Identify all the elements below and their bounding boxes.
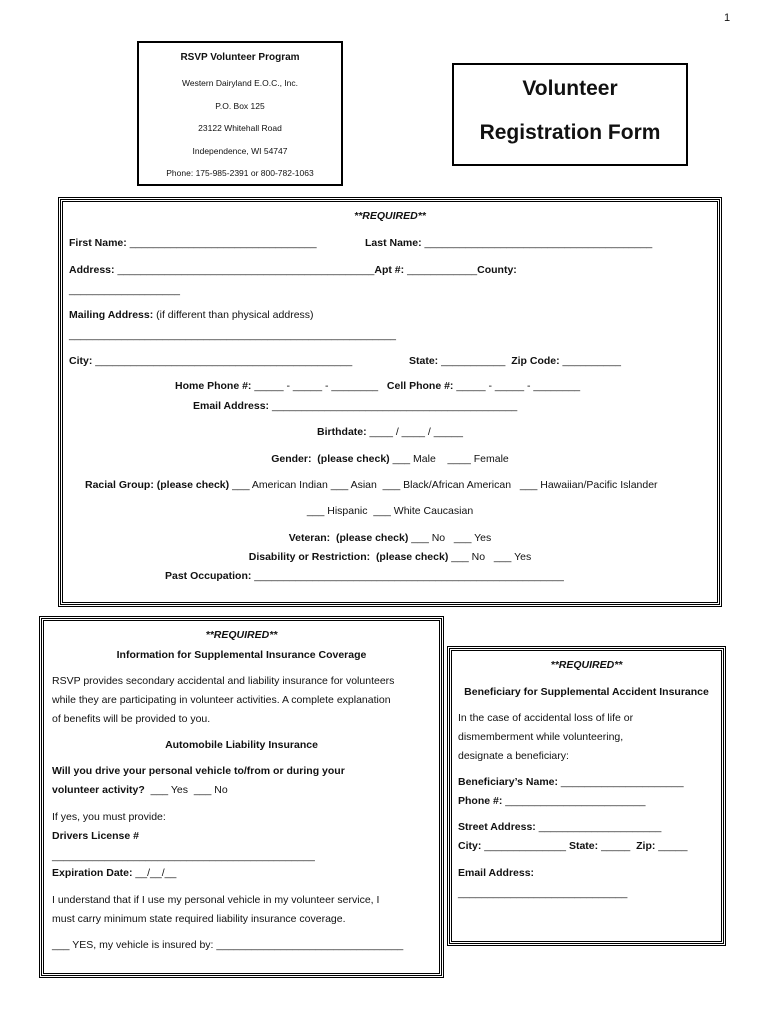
zip-field[interactable]: __________ xyxy=(562,355,621,367)
city-field[interactable]: ____________________________________________ xyxy=(95,355,353,367)
apt-label: Apt #: xyxy=(374,264,405,276)
expiration-date-field[interactable]: __/__/__ xyxy=(132,867,177,879)
gender-label: Gender: (please check) xyxy=(271,453,390,465)
email-label: Email Address: xyxy=(193,400,270,412)
beneficiary-name-label: Beneficiary’s Name: xyxy=(458,776,558,788)
required-info-section xyxy=(60,199,720,605)
required-label: **REQUIRED** xyxy=(205,629,278,641)
mailing-address-field[interactable]: ________________________________________________________ xyxy=(69,329,397,341)
beneficiary-paragraph-line: dismemberment while volunteering, xyxy=(458,731,624,743)
if-yes-text: If yes, you must provide: xyxy=(52,811,166,823)
beneficiary-email-label: Email Address: xyxy=(458,867,535,879)
last-name-field[interactable]: _______________________________________ xyxy=(424,237,653,249)
apt-field[interactable]: ____________ xyxy=(407,264,478,276)
beneficiary-name-field[interactable]: _____________________ xyxy=(560,776,684,788)
past-occupation-label: Past Occupation: xyxy=(165,570,252,582)
beneficiary-state-field[interactable]: _____ xyxy=(601,840,631,852)
insurance-heading: Information for Supplemental Insurance Coverage xyxy=(116,649,367,661)
beneficiary-state-label: State: xyxy=(568,840,599,852)
past-occupation-field[interactable]: _____________________________________________________ xyxy=(254,570,564,582)
beneficiary-paragraph-line: designate a beneficiary: xyxy=(458,750,569,762)
org-line: Independence, WI 54747 xyxy=(192,145,288,156)
drive-question-line: volunteer activity? xyxy=(52,784,145,796)
disability-options[interactable]: ___ No ___ Yes xyxy=(451,551,532,563)
drivers-license-field[interactable]: _____________________________________________ xyxy=(52,850,315,862)
mailing-address-note: (if different than physical address) xyxy=(156,309,314,321)
last-name-label: Last Name: xyxy=(365,237,422,249)
insurance-paragraph-line: of benefits will be provided to you. xyxy=(52,713,211,725)
state-field[interactable]: ___________ xyxy=(441,355,506,367)
org-line: P.O. Box 125 xyxy=(215,100,265,111)
form-title-box xyxy=(452,63,688,166)
beneficiary-zip-label: Zip: xyxy=(636,840,656,852)
beneficiary-heading: Beneficiary for Supplemental Accident Insurance xyxy=(464,686,709,698)
insurance-paragraph-line: RSVP provides secondary accidental and liability insurance for volunteers xyxy=(52,675,395,687)
beneficiary-paragraph-line: In the case of accidental loss of life or xyxy=(458,712,634,724)
auto-liability-heading: Automobile Liability Insurance xyxy=(165,739,318,751)
expiration-date-label: Expiration Date: xyxy=(52,867,133,879)
first-name-field[interactable]: ________________________________ xyxy=(129,237,317,249)
page-number: 1 xyxy=(724,12,731,24)
beneficiary-section xyxy=(449,648,724,944)
address-field[interactable]: ____________________________________________ xyxy=(117,264,375,276)
understand-line: must carry minimum state required liability insurance coverage. xyxy=(52,913,346,925)
organization-box xyxy=(137,41,343,186)
required-label: **REQUIRED** xyxy=(550,659,623,671)
drive-question-line: Will you drive your personal vehicle to/from or during your xyxy=(52,765,345,777)
beneficiary-street-field[interactable]: _____________________ xyxy=(538,821,662,833)
beneficiary-city-field[interactable]: ______________ xyxy=(484,840,567,852)
cell-phone-field[interactable]: _____ - _____ - ________ xyxy=(456,380,581,392)
veteran-label: Veteran: (please check) xyxy=(288,532,409,544)
insurance-paragraph-line: while they are participating in volunteer activities. A complete explanation xyxy=(52,694,391,706)
mailing-address-label: Mailing Address: xyxy=(69,309,154,321)
racial-group-options[interactable]: ___ American Indian ___ Asian ___ Black/African American ___ Hawaiian/Pacific Islander xyxy=(232,479,658,491)
required-label: **REQUIRED** xyxy=(354,210,426,222)
org-title: RSVP Volunteer Program xyxy=(180,52,300,63)
gender-options[interactable]: ___ Male ____ Female xyxy=(392,453,509,465)
racial-group-options-2[interactable]: ___ Hispanic ___ White Caucasian xyxy=(306,505,474,517)
disability-label: Disability or Restriction: (please check) xyxy=(248,551,449,563)
form-title-line2: Registration Form xyxy=(479,121,661,144)
zip-label: Zip Code: xyxy=(511,355,560,367)
beneficiary-email-field[interactable]: _____________________________ xyxy=(458,887,628,899)
address-label: Address: xyxy=(69,264,115,276)
email-field[interactable]: __________________________________________ xyxy=(271,400,518,412)
drivers-license-label: Drivers License # xyxy=(52,830,139,842)
drive-options[interactable]: ___ Yes ___ No xyxy=(144,784,228,796)
birthdate-field[interactable]: ____ / ____ / _____ xyxy=(369,426,463,438)
org-line: Western Dairyland E.O.C., Inc. xyxy=(181,78,299,88)
home-phone-label: Home Phone #: xyxy=(175,380,252,392)
state-label: State: xyxy=(409,355,439,367)
birthdate-label: Birthdate: xyxy=(317,426,367,438)
veteran-options[interactable]: ___ No ___ Yes xyxy=(411,532,492,544)
form-title-line1: Volunteer xyxy=(522,77,618,100)
home-phone-field[interactable]: _____ - _____ - ________ xyxy=(254,380,379,392)
vehicle-insured-field[interactable]: ___ YES, my vehicle is insured by: ________________________________ xyxy=(52,939,404,951)
org-line: Phone: 175-985-2391 or 800-782-1063 xyxy=(166,168,314,178)
insurance-section xyxy=(41,618,442,976)
beneficiary-phone-field[interactable]: ________________________ xyxy=(505,795,646,807)
county-field[interactable]: ___________________ xyxy=(69,284,180,296)
beneficiary-city-label: City: xyxy=(458,840,482,852)
beneficiary-phone-label: Phone #: xyxy=(458,795,503,807)
beneficiary-zip-field[interactable]: _____ xyxy=(658,840,688,852)
org-line: 23122 Whitehall Road xyxy=(198,123,282,133)
understand-line: I understand that if I use my personal vehicle in my volunteer service, I xyxy=(52,894,380,906)
racial-group-label: Racial Group: (please check) xyxy=(85,479,230,491)
beneficiary-street-label: Street Address: xyxy=(458,821,536,833)
city-label: City: xyxy=(69,355,93,367)
first-name-label: First Name: xyxy=(69,237,127,249)
county-label: County: xyxy=(477,264,517,276)
cell-phone-label: Cell Phone #: xyxy=(386,380,454,392)
